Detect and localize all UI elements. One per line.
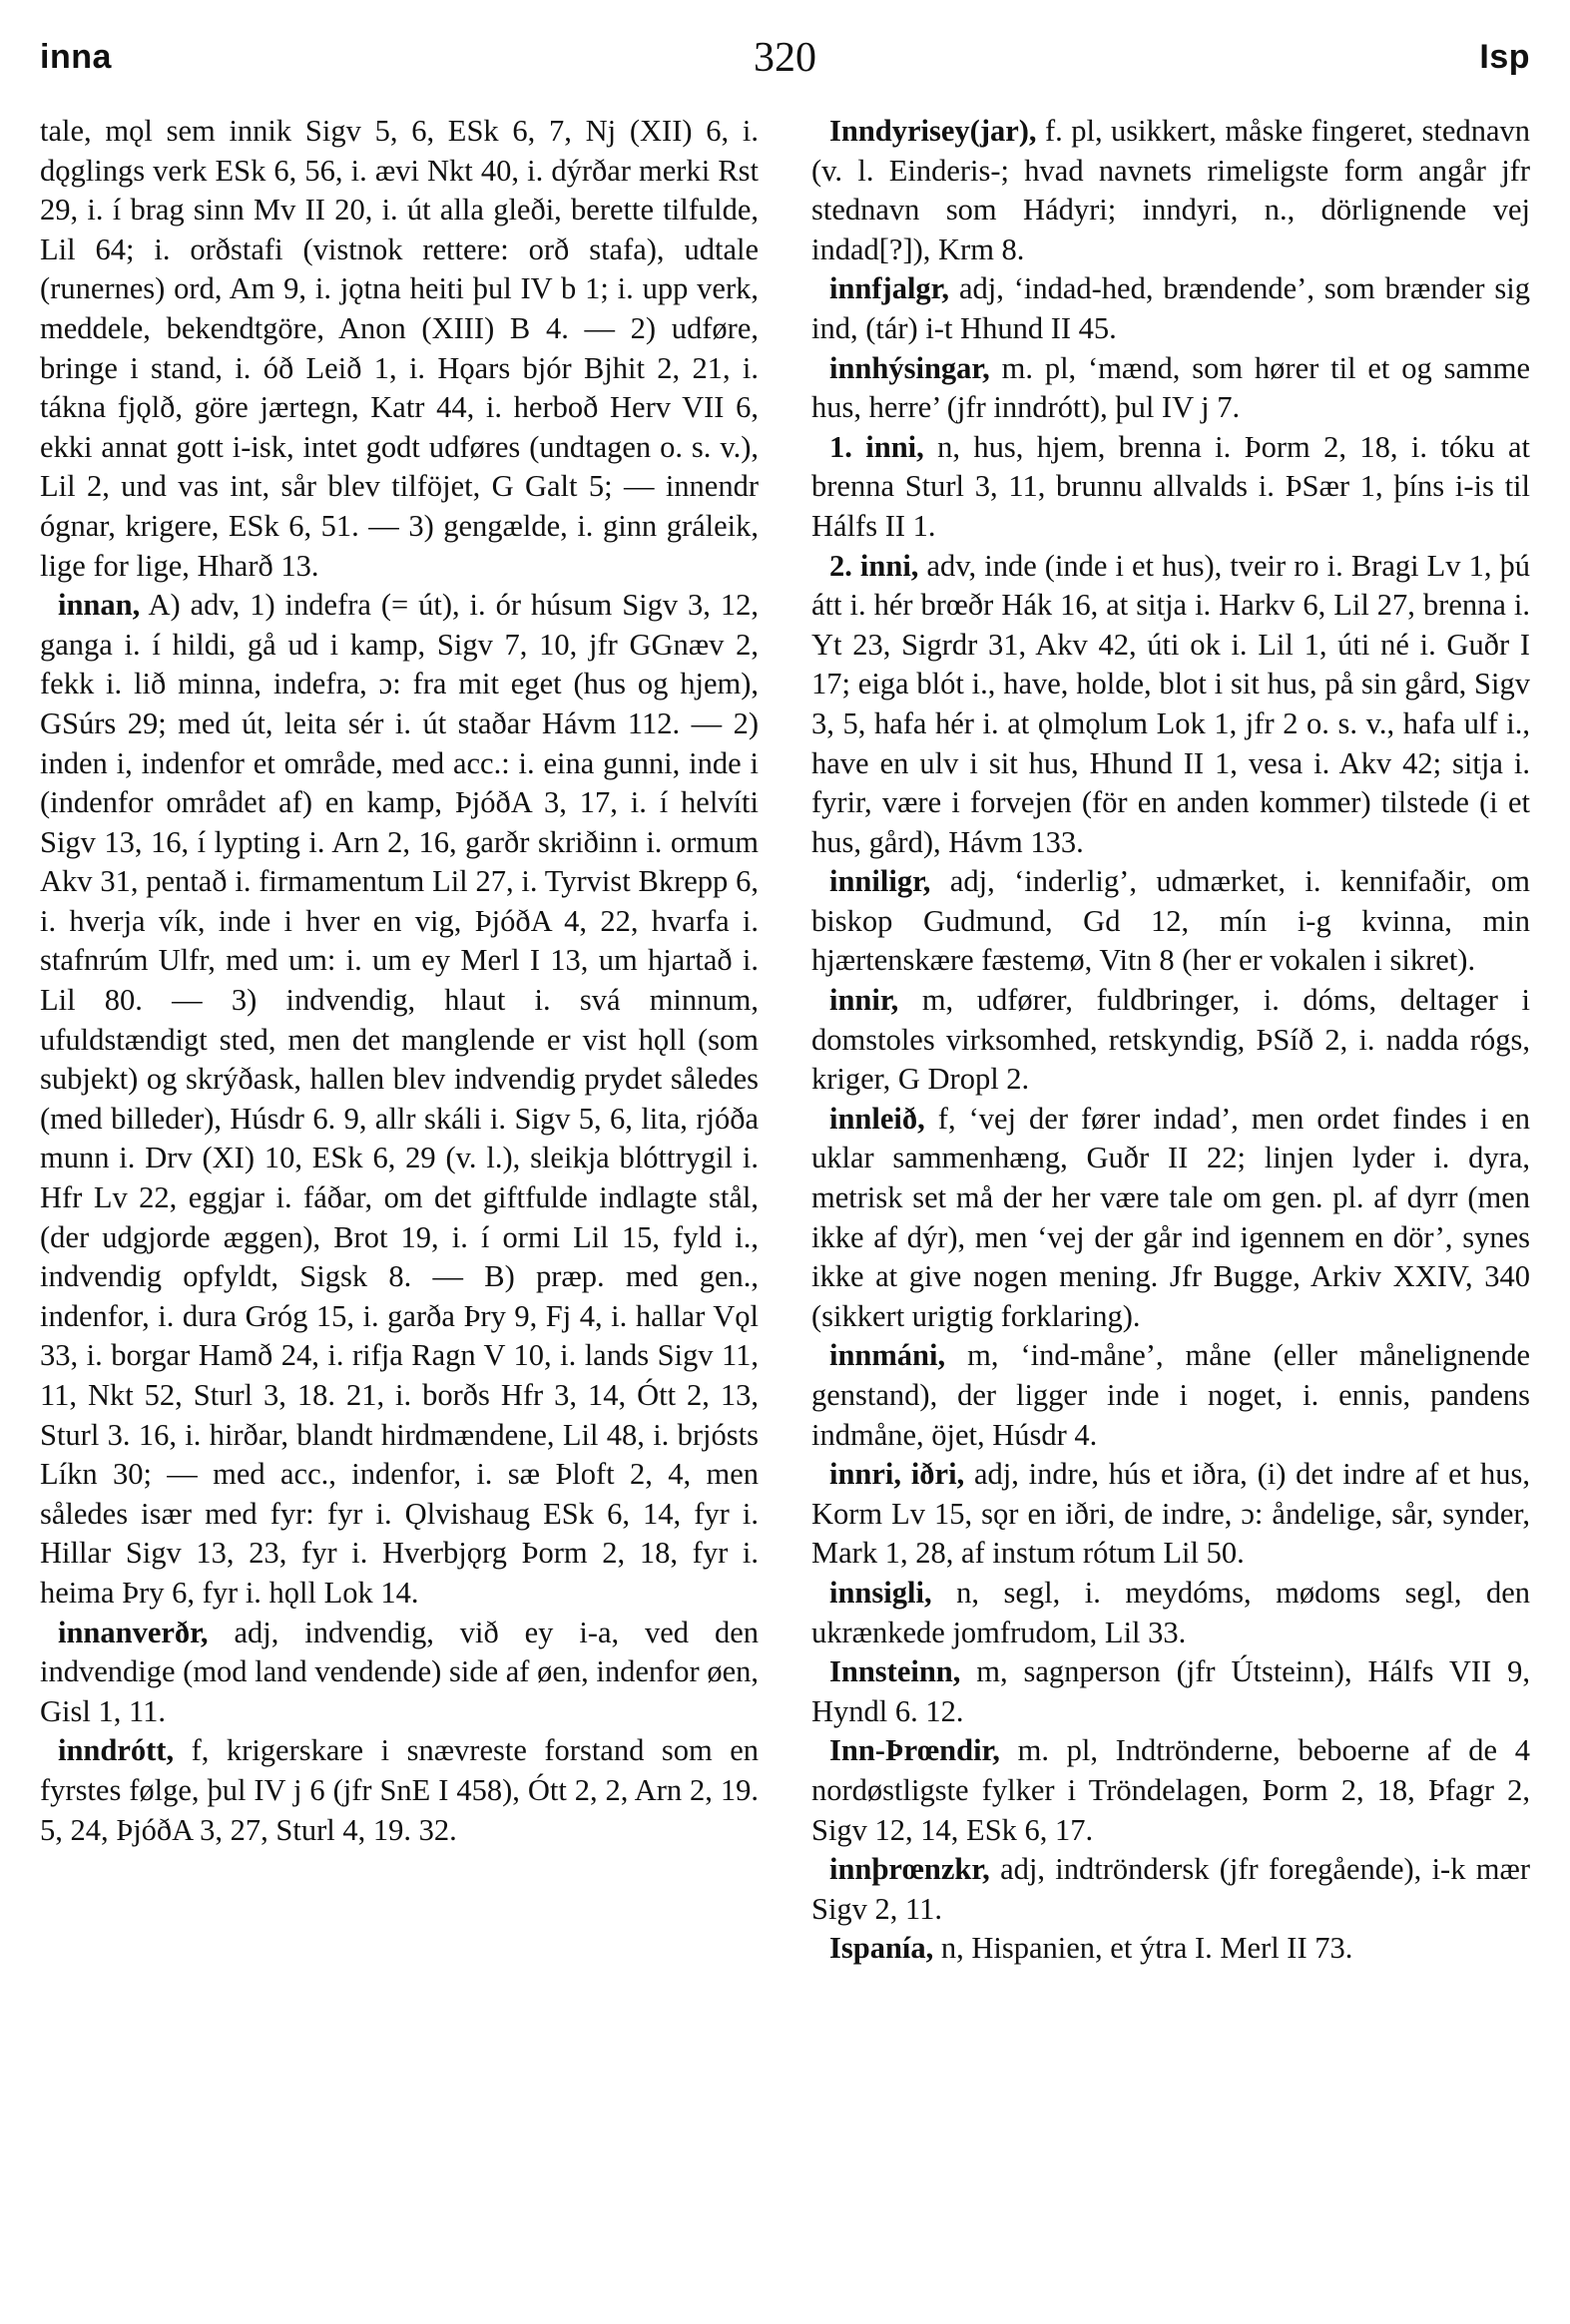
dictionary-entry	[811, 1574, 1530, 1652]
entry-headword: Inndyrisey(jar),	[829, 114, 1037, 148]
entry-definition: m, sagnperson (jfr Útsteinn), Hálfs VII 9, Hyndl 6. 12.	[811, 1654, 1530, 1728]
header-first-word: inna	[40, 38, 112, 76]
entry-headword: inniligr,	[829, 864, 931, 899]
entry-definition: f, krigerskare i snævreste forstand som en fyrstes følge, þul IV j 6 (jfr SnE I 458), Ótt 2, 2, Arn 2, 19. 5, 24, ÞjóðA 3, 27, Sturl 4, 19. 32.	[40, 1733, 759, 1847]
dictionary-entry	[811, 862, 1530, 981]
header-last-word: Isp	[1479, 38, 1530, 76]
dictionary-entry	[811, 1731, 1530, 1850]
entry-headword: Innsteinn,	[829, 1654, 961, 1689]
entry-definition: adj, ‘inderlig’, udmærket, i. kennifaðir, om biskop Gudmund, Gd 12, mín i-g kvinna, min hjærtenskære fæstemø, Vitn 8 (her er vokalen i sikret).	[811, 864, 1530, 978]
text-columns	[40, 112, 1530, 2297]
entry-definition: adj, ‘indad-hed, brændende’, som brænder sig ind, (tár) i-t Hhund II 45.	[811, 271, 1530, 345]
entry-headword: Ispanía,	[829, 1931, 934, 1966]
dictionary-entry	[811, 1850, 1530, 1929]
entry-headword: innir,	[829, 983, 899, 1018]
entry-headword: innanverðr,	[58, 1615, 209, 1649]
dictionary-entry	[811, 269, 1530, 348]
dictionary-entry	[40, 1614, 759, 1732]
entry-definition: tale, mǫl sem innik Sigv 5, 6, ESk 6, 7, Nj (XII) 6, i. dǫglings verk ESk 6, 56, i. ævi Nkt 40, i. dýrðar merki Rst 29, i. í brag sinn Mv II 20, i. út alla gleði, berette tilfulde, Lil 64; i. orðstafi (vistnok rettere: orð stafa), udtale (runernes) ord, Am 9, i. jǫtna heiti þul IV b 1; i. upp verk, meddele, bekendtgöre, Anon (XIII) B 4. — 2) udføre, bringe i stand, i. óð Leið 1, i. Hǫars bjór Bjhit 2, 21, i. tákna fjǫlð, göre jærtegn, Katr 44, i. herboð Herv VII 6, ekki annat gott i-isk, intet godt udføres (undtagen o. s. v.), Lil 2, und vas int, sår blev tilföjet, G Galt 5; — innendr ógnar, krigere, ESk 6, 51. — 3) gengælde, i. ginn gráleik, lige for lige, Hharð 13.	[40, 114, 759, 583]
entry-definition: n, hus, hjem, brenna i. Þorm 2, 18, i. tóku at brenna Sturl 3, 11, brunnu allvalds i. ÞSær 1, þíns i-is til Hálfs II 1.	[811, 429, 1530, 543]
entry-definition: f. pl, usikkert, måske fingeret, stednavn (v. l. Einderis-; hvad navnets rimeligste form angår jfr stednavn som Hádyri; inndyri, n., dörlignende vej indad[?]), Krm 8.	[811, 114, 1530, 266]
dictionary-entry	[811, 349, 1530, 428]
dictionary-entry	[811, 547, 1530, 863]
dictionary-entry	[811, 1455, 1530, 1574]
dictionary-entry	[811, 1652, 1530, 1731]
dictionary-entry	[40, 586, 759, 1613]
entry-headword: inndrótt,	[58, 1733, 175, 1768]
entry-definition: adj, indre, hús et iðra, (i) det indre af et hus, Korm Lv 15, sǫr en iðri, de indre, ɔ: åndelige, sår, synder, Mark 1, 28, af instum rótum Lil 50.	[811, 1457, 1530, 1571]
dictionary-entry	[811, 112, 1530, 269]
page-number: 320	[754, 35, 816, 81]
entry-headword: innri, iðri,	[829, 1457, 965, 1492]
entry-definition: m, ‘ind-måne’, måne (eller månelignende genstand), der ligger inde i noget, i. ennis, pandens indmåne, öjet, Húsdr 4.	[811, 1338, 1530, 1452]
entry-headword: innsigli,	[829, 1575, 932, 1610]
page-header	[40, 35, 1530, 98]
entry-definition: m, udfører, fuldbringer, i. dóms, deltager i domstoles virksomhed, retskyndig, ÞSíð 2, i. nadda rógs, kriger, G Dropl 2.	[811, 983, 1530, 1097]
entry-headword: innfjalgr,	[829, 271, 950, 306]
dictionary-entry	[811, 1929, 1530, 1969]
left-column	[40, 112, 759, 2297]
entry-definition: A) adv, 1) indefra (= út), i. ór húsum Sigv 3, 12, ganga i. í hildi, gå ud i kamp, Sigv 7, 10, jfr GGnæv 2, fekk i. lið minna, indefra, ɔ: fra mit eget (hus og hjem), GSúrs 29; med út, leita sér i. út staðar Hávm 112. — 2) inden i, indenfor et område, med acc.: i. eina gunni, inde i (indenfor området af) en kamp, ÞjóðA 3, 17, i. í helvíti Sigv 13, 16, í lypting i. Arn 2, 16, garðr skriðinn i. ormum Akv 31, pentað i. firmamentum Lil 27, i. Tyrvist Bkrepp 6, i. hverja vík, inde i hver en vig, ÞjóðA 4, 22, hvarfa i. stafnrúm Ulfr, med um: i. um ey Merl I 13, um hjartað i. Lil 80. — 3) indvendig, hlaut i. svá minnum, ufuldstændigt sted, men det manglende er vist hǫll (som subjekt) og skrýðask, hallen blev indvendig prydet således (med billeder), Húsdr 6. 9, allr skáli i. Sigv 5, 6, lita, rjóða munn i. Drv (XI) 10, ESk 6, 29 (v. l.), sleikja blóttrygil i. Hfr Lv 22, eggjar i. fáðar, om det giftfulde indlagte stål, (der udgjorde æggen), Brot 19, i. í ormi Lil 15, fyld i., indvendig opfyldt, Sigsk 8. — B) præp. med gen., indenfor, i. dura Gróg 15, i. garða Þry 9, Fj 4, i. hallar Vǫl 33, i. borgar Hamð 24, i. rifja Ragn V 10, i. lands Sigv 11, 11, Nkt 52, Sturl 3, 18. 21, i. borðs Hfr 3, 14, Ótt 2, 13, Sturl 3. 16, i. hirðar, blandt hirdmændene, Lil 48, i. brjósts Líkn 30; — med acc., indenfor, i. sæ Þloft 2, 4, men således især med fyr: fyr i. Ǫlvishaug ESk 6, 14, fyr i. Hillar Sigv 13, 23, fyr i. Hverbjǫrg Þorm 2, 18, fyr i. heima Þry 6, fyr i. hǫll Lok 14.	[40, 588, 759, 1610]
dictionary-entry	[811, 1100, 1530, 1337]
dictionary-entry	[811, 981, 1530, 1100]
entry-definition: adj, indtröndersk (jfr foregående), i-k mær Sigv 2, 11.	[811, 1852, 1530, 1926]
dictionary-entry	[40, 112, 759, 586]
dictionary-entry	[811, 428, 1530, 547]
entry-definition: m. pl, Indtrönderne, beboerne af de 4 nordøstligste fylker i Tröndelagen, Þorm 2, 18, Þfagr 2, Sigv 12, 14, ESk 6, 17.	[811, 1733, 1530, 1847]
entry-headword: innmáni,	[829, 1338, 946, 1373]
right-column	[811, 112, 1530, 2297]
entry-definition: n, segl, i. meydóms, mødoms segl, den ukrænkede jomfrudom, Lil 33.	[811, 1575, 1530, 1649]
entry-definition: f, ‘vej der fører indad’, men ordet findes i en uklar sammenhæng, Guðr II 22; linjen lyder i. dyra, metrisk set må der her være tale om gen. pl. af dyrr (men ikke af dýr), men ‘vej der går ind igennem en dör’, synes ikke at give nogen mening. Jfr Bugge, Arkiv XXIV, 340 (sikkert urigtig forklaring).	[811, 1101, 1530, 1333]
entry-headword: 1. inni,	[829, 429, 924, 464]
entry-definition: adj, indvendig, við ey i-a, ved den indvendige (mod land vendende) side af øen, indenfor øen, Gisl 1, 11.	[40, 1615, 759, 1728]
entry-definition: n, Hispanien, et ýtra I. Merl II 73.	[933, 1931, 1353, 1966]
entry-definition: m. pl, ‘mænd, som hører til et og samme hus, herre’ (jfr inndrótt), þul IV j 7.	[811, 350, 1530, 425]
entry-headword: Inn-Þrœndir,	[829, 1733, 1000, 1768]
entry-headword: 2. inni,	[829, 548, 919, 583]
dictionary-entry	[811, 1336, 1530, 1455]
entry-headword: innleið,	[829, 1101, 925, 1136]
entry-definition: adv, inde (inde i et hus), tveir ro i. Bragi Lv 1, þú átt i. hér brœðr Hák 16, at sitja i. Harkv 6, Lil 27, brenna i. Yt 23, Sigrdr 31, Akv 42, úti ok i. Lil 1, úti né i. Guðr I 17; eiga blót i., have, holde, blot i sit hus, på sin gård, Sigv 3, 5, hafa hér i. at ǫlmǫlum Lok 1, jfr 2 o. s. v., hafa ulf i., have en ulv i sit hus, Hhund II 1, vesa i. Akv 42; sitja i. fyrir, være i forvejen (för en anden kommer) tilstede (i et hus, gård), Hávm 133.	[811, 548, 1531, 859]
entry-headword: innhýsingar,	[829, 350, 990, 385]
entry-headword: innþrœnzkr,	[829, 1852, 990, 1887]
dictionary-entry	[40, 1731, 759, 1850]
entry-headword: innan,	[58, 588, 141, 623]
